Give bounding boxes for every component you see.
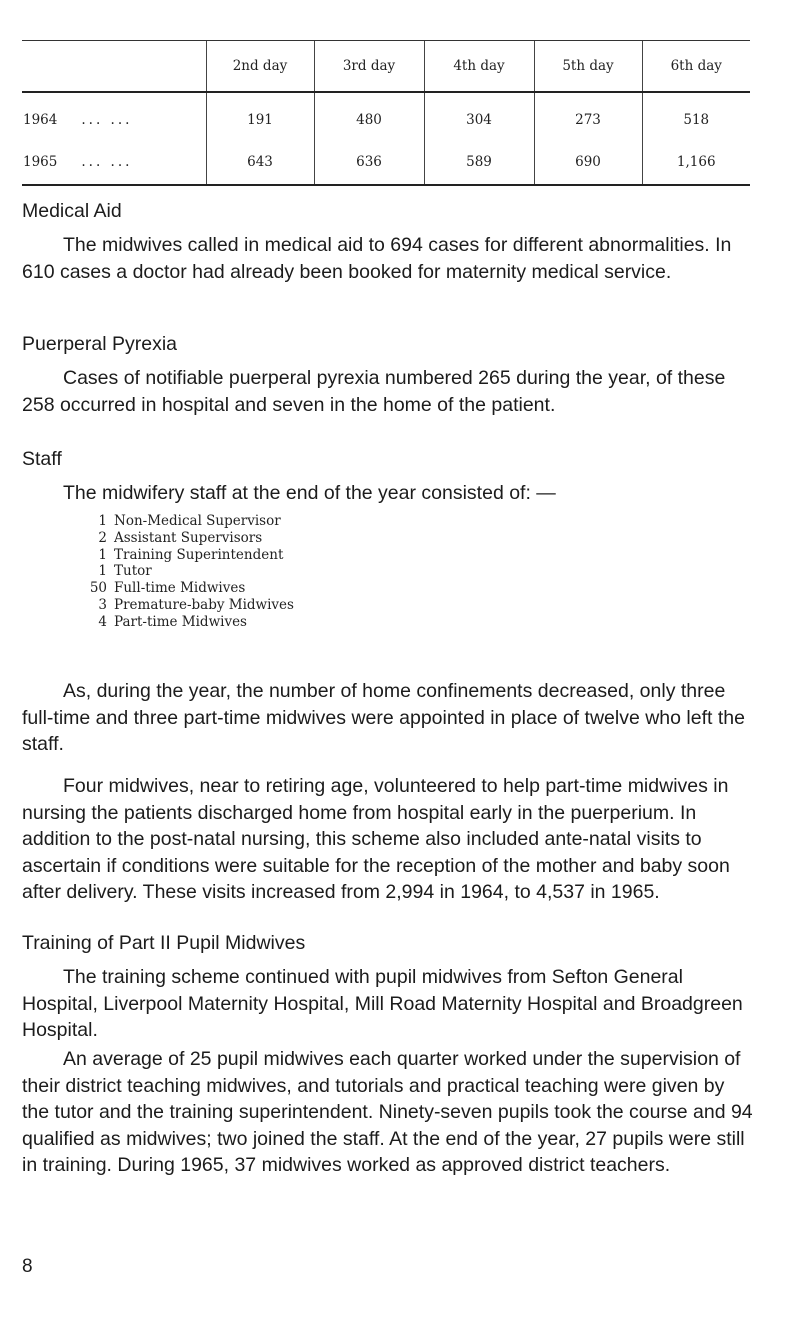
list-item — [88, 563, 294, 580]
staff-paragraph-1: As, during the year, the number of home confinements decreased, only three full-time and three part-time midwives were appointed in place of twelve who left the staff. — [22, 680, 745, 755]
pyrexia-heading: Puerperal Pyrexia — [22, 333, 177, 355]
staff-count: 2 — [98, 529, 107, 546]
staff-heading: Staff — [22, 448, 62, 470]
training-heading: Training of Part II Pupil Midwives — [22, 932, 306, 954]
staff-role: Non-Medical Supervisor — [114, 513, 281, 529]
list-item — [88, 597, 294, 614]
table-header-blank — [22, 41, 206, 93]
page-number: 8 — [22, 1256, 33, 1277]
staff-paragraph-2: Four midwives, near to retiring age, volunteered to help part-time midwives in nursing the patients discharged home from hospital early in the puerperium. In addition to the post-natal nursing, this scheme also included ante-natal visits to ascertain if conditions were suitable for the reception of the mother and baby soon after delivery. These visits increased from 2,994 in 1964, to 4,537 in 1965. — [22, 775, 730, 903]
training-paragraph-2: An average of 25 pupil midwives each quarter worked under the supervision of their district teaching midwives, and tutorials and practical teaching were given by the tutor and the training superintendent. Ninety-seven pupils took the course and 94 qualified as midwives; two joined the staff. At the end of the year, 27 pupils were still in training. During 1965, 37 midwives worked as approved district teachers. — [22, 1048, 753, 1176]
table-cell: 643 — [206, 140, 314, 185]
leader-dots: ... ... — [81, 154, 133, 170]
table-cell: 518 — [642, 92, 750, 140]
staff-intro: The midwifery staff at the end of the year consisted of: — — [63, 482, 556, 504]
table-header-cell: 2nd day — [206, 41, 314, 93]
staff-count: 50 — [89, 580, 107, 597]
list-item — [88, 580, 294, 597]
staff-role: Premature-baby Midwives — [114, 596, 294, 613]
table-cell: 304 — [424, 92, 534, 140]
staff-role: Tutor — [114, 563, 152, 580]
staff-role: Training Superintendent — [114, 546, 284, 563]
medical-aid-paragraph: The midwives called in medical aid to 694 cases for different abnormalities. In 610 cases a doctor had already been booked for maternity medical service. — [22, 234, 732, 283]
table-cell: 690 — [534, 140, 642, 185]
daily-cases-table — [22, 40, 750, 186]
year-label: 1964 — [23, 112, 58, 128]
row-label — [22, 92, 206, 140]
staff-count: 1 — [98, 563, 107, 580]
list-item — [88, 530, 294, 547]
table-cell: 191 — [206, 92, 314, 140]
table-header-cell: 6th day — [642, 41, 750, 93]
list-item — [88, 614, 294, 631]
row-label — [22, 140, 206, 185]
table-cell: 480 — [314, 92, 424, 140]
year-label: 1965 — [23, 154, 58, 170]
table-cell: 1,166 — [642, 140, 750, 185]
staff-count: 1 — [98, 546, 107, 563]
medical-aid-heading: Medical Aid — [22, 200, 122, 222]
list-item — [88, 547, 294, 564]
table-row — [22, 92, 750, 140]
table-header-cell: 5th day — [534, 41, 642, 93]
table-cell: 636 — [314, 140, 424, 185]
table-header-row — [22, 41, 750, 93]
table-header-cell: 3rd day — [314, 41, 424, 93]
table-row — [22, 140, 750, 185]
table-cell: 273 — [534, 92, 642, 140]
staff-count: 4 — [98, 613, 107, 630]
staff-count: 1 — [98, 513, 107, 529]
staff-role: Full-time Midwives — [114, 580, 246, 597]
staff-role: Part-time Midwives — [114, 613, 247, 630]
leader-dots: ... ... — [81, 112, 133, 128]
table-cell: 589 — [424, 140, 534, 185]
training-paragraph-1: The training scheme continued with pupil midwives from Sefton General Hospital, Liverpool Maternity Hospital, Mill Road Maternity Hospital and Broadgreen Hospital. — [22, 966, 743, 1041]
list-item — [88, 513, 294, 530]
staff-list — [88, 513, 294, 631]
table-header-cell: 4th day — [424, 41, 534, 93]
staff-role: Assistant Supervisors — [114, 529, 263, 546]
staff-count: 3 — [98, 596, 107, 613]
pyrexia-paragraph: Cases of notifiable puerperal pyrexia numbered 265 during the year, of these 258 occurred in hospital and seven in the home of the patient. — [22, 367, 726, 416]
